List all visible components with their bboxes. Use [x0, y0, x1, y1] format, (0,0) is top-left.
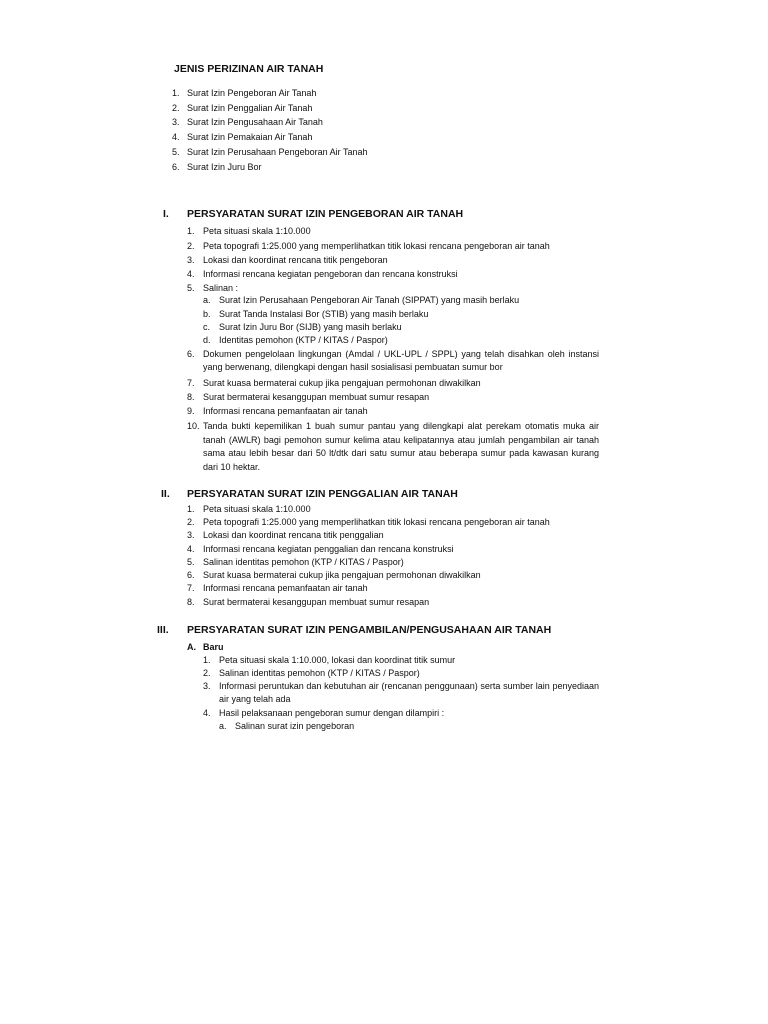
- list-number: 4.: [203, 708, 211, 718]
- list-item: Salinan :: [203, 283, 239, 293]
- list-number: 1.: [203, 655, 211, 665]
- list-item: Lokasi dan koordinat rencana titik penggalian: [203, 530, 384, 540]
- sub-list-item: Salinan surat izin pengeboran: [235, 721, 355, 731]
- list-item: Surat Izin Penggalian Air Tanah: [187, 103, 313, 113]
- section-1-number: I.: [163, 208, 169, 220]
- sub-list-letter: d.: [203, 335, 211, 345]
- list-item: Surat bermaterai kesanggupan membuat sumur resapan: [203, 392, 430, 402]
- sub-list-item: Surat Tanda Instalasi Bor (STIB) yang masih berlaku: [219, 309, 429, 319]
- section-2-title: PERSYARATAN SURAT IZIN PENGGALIAN AIR TANAH: [187, 488, 458, 500]
- sub-list-letter: c.: [203, 322, 211, 332]
- list-item: Salinan identitas pemohon (KTP / KITAS / Paspor): [203, 557, 404, 567]
- list-item: Informasi peruntukan dan kebutuhan air (rencanan penggunaan) serta sumber lain penyediaan air yang telah ada: [219, 681, 599, 704]
- list-number: 3.: [203, 681, 211, 691]
- list-number: 7.: [187, 378, 195, 388]
- list-number: 2.: [187, 517, 195, 527]
- sub-list-letter: b.: [203, 309, 211, 319]
- list-number: 2.: [203, 668, 211, 678]
- list-item: Peta situasi skala 1:10.000: [203, 226, 311, 236]
- list-number: 4.: [187, 269, 195, 279]
- list-number: 5.: [172, 147, 180, 157]
- list-item: Surat Izin Pengeboran Air Tanah: [187, 88, 317, 98]
- list-item: Surat kuasa bermaterai cukup jika pengajuan permohonan diwakilkan: [203, 378, 481, 388]
- list-number: 5.: [187, 557, 195, 567]
- list-item: Informasi rencana kegiatan penggalian dan rencana konstruksi: [203, 544, 454, 554]
- list-item: Surat Izin Juru Bor: [187, 162, 262, 172]
- list-number: 1.: [187, 504, 195, 514]
- list-number: 6.: [187, 570, 195, 580]
- list-number: 2.: [172, 103, 180, 113]
- list-item: Peta situasi skala 1:10.000, lokasi dan koordinat titik sumur: [219, 655, 456, 665]
- sub-list-letter: a.: [203, 295, 211, 305]
- list-item: Salinan identitas pemohon (KTP / KITAS / Paspor): [219, 668, 420, 678]
- sub-list-item: Surat Izin Perusahaan Pengeboran Air Tanah (SIPPAT) yang masih berlaku: [219, 295, 520, 305]
- list-item: Surat Izin Perusahaan Pengeboran Air Tanah: [187, 147, 368, 157]
- list-number: 6.: [187, 349, 195, 359]
- list-item: Surat kuasa bermaterai cukup jika pengajuan permohonan diwakilkan: [203, 570, 481, 580]
- list-item: Tanda bukti kepemilikan 1 buah sumur pantau yang dilengkapi alat perekam otomatis muka air tanah (AWLR) bagi pemohon sumur kelima atau kelipatannya atau jumlah pengambilan air tanah sama atau lebih besar dari 50 lt/dtk dari satu sumur atau beberapa sumur pada kawasan kurang dari 10 hektar.: [203, 421, 599, 472]
- subsection-letter: A.: [187, 642, 196, 652]
- list-number: 4.: [172, 132, 180, 142]
- list-number: 1.: [187, 226, 195, 236]
- list-number: 7.: [187, 583, 195, 593]
- section-3-number: III.: [157, 624, 169, 636]
- list-item: Surat bermaterai kesanggupan membuat sumur resapan: [203, 597, 430, 607]
- list-number: 10.: [187, 421, 200, 431]
- list-number: 1.: [172, 88, 180, 98]
- sub-list-letter: a.: [219, 721, 227, 731]
- list-number: 3.: [172, 117, 180, 127]
- list-item: Informasi rencana pemanfaatan air tanah: [203, 406, 368, 416]
- list-number: 4.: [187, 544, 195, 554]
- list-number: 2.: [187, 241, 195, 251]
- list-item: Lokasi dan koordinat rencana titik pengeboran: [203, 255, 388, 265]
- list-item: Surat Izin Pemakaian Air Tanah: [187, 132, 313, 142]
- list-number: 9.: [187, 406, 195, 416]
- list-item: Informasi rencana pemanfaatan air tanah: [203, 583, 368, 593]
- section-3-title: PERSYARATAN SURAT IZIN PENGAMBILAN/PENGUSAHAAN AIR TANAH: [187, 624, 552, 636]
- list-item: Dokumen pengelolaan lingkungan (Amdal / UKL-UPL / SPPL) yang telah disahkan oleh instansi yang berwenang, dilengkapi dengan hasil sosialisasi pembuatan sumur bor: [203, 349, 599, 372]
- list-item: Hasil pelaksanaan pengeboran sumur dengan dilampiri :: [219, 708, 445, 718]
- sub-list-item: Surat Izin Juru Bor (SIJB) yang masih berlaku: [219, 322, 402, 332]
- list-item: Peta situasi skala 1:10.000: [203, 504, 311, 514]
- subsection-title: Baru: [203, 642, 224, 652]
- list-item: Surat Izin Pengusahaan Air Tanah: [187, 117, 323, 127]
- document-title: JENIS PERIZINAN AIR TANAH: [174, 63, 324, 75]
- list-number: 3.: [187, 255, 195, 265]
- list-number: 3.: [187, 530, 195, 540]
- sub-list-item: Identitas pemohon (KTP / KITAS / Paspor): [219, 335, 388, 345]
- list-number: 5.: [187, 283, 195, 293]
- list-number: 8.: [187, 392, 195, 402]
- section-2-number: II.: [161, 488, 170, 500]
- list-number: 8.: [187, 597, 195, 607]
- list-item: Peta topografi 1:25.000 yang memperlihatkan titik lokasi rencana pengeboran air tanah: [203, 517, 550, 527]
- list-item: Informasi rencana kegiatan pengeboran dan rencana konstruksi: [203, 269, 458, 279]
- list-number: 6.: [172, 162, 180, 172]
- list-item: Peta topografi 1:25.000 yang memperlihatkan titik lokasi rencana pengeboran air tanah: [203, 241, 550, 251]
- section-1-title: PERSYARATAN SURAT IZIN PENGEBORAN AIR TANAH: [187, 208, 464, 220]
